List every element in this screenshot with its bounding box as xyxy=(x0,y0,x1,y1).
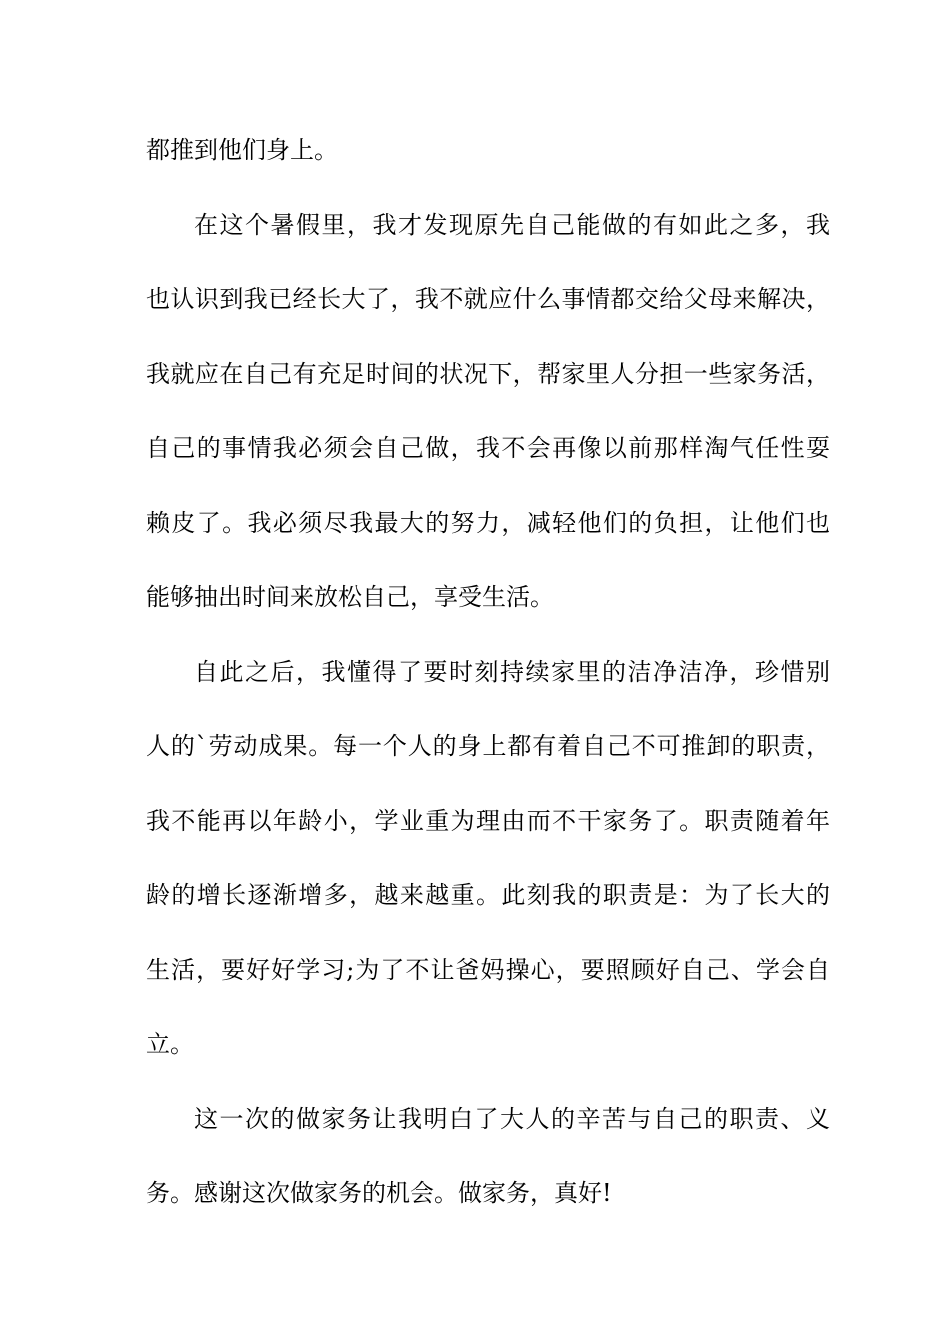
text-line: 龄的增长逐渐增多，越来越重。此刻我的职责是：为了长大的 xyxy=(146,881,830,909)
text-line: 也认识到我已经长大了，我不就应什么事情都交给父母来解决， xyxy=(146,285,830,313)
body-text xyxy=(146,113,830,1231)
text-line: 人的`劳动成果。每一个人的身上都有着自己不可推卸的职责， xyxy=(146,732,830,760)
text-line: 赖皮了。我必须尽我最大的努力，减轻他们的负担，让他们也 xyxy=(146,508,830,537)
text-line: 都推到他们身上。 xyxy=(146,136,338,164)
text-line: 能够抽出时间来放松自己，享受生活。 xyxy=(146,583,554,611)
text-line: 我就应在自己有充足时间的状况下，帮家里人分担一些家务活， xyxy=(146,359,830,388)
text-line: 生活，要好好学习;为了不让爸妈操心，要照顾好自己、学会自 xyxy=(146,955,830,984)
text-line: 立。 xyxy=(146,1030,194,1058)
paragraph-summer-realization xyxy=(146,188,830,635)
text-line: 自己的事情我必须会自己做，我不会再像以前那样淘气任性耍 xyxy=(146,434,830,462)
text-line: 自此之后，我懂得了要时刻持续家里的洁净洁净，珍惜别 xyxy=(194,657,830,686)
paragraph-continuation xyxy=(146,113,830,188)
text-line: 这一次的做家务让我明白了大人的辛苦与自己的职责、义 xyxy=(194,1104,830,1133)
paragraph-conclusion xyxy=(146,1082,830,1231)
paragraph-responsibility xyxy=(146,635,830,1082)
text-line: 我不能再以年龄小，学业重为理由而不干家务了。职责随着年 xyxy=(146,806,830,835)
text-line: 务。感谢这次做家务的机会。做家务，真好! xyxy=(146,1179,612,1207)
text-line: 在这个暑假里，我才发现原先自己能做的有如此之多，我 xyxy=(194,210,830,239)
